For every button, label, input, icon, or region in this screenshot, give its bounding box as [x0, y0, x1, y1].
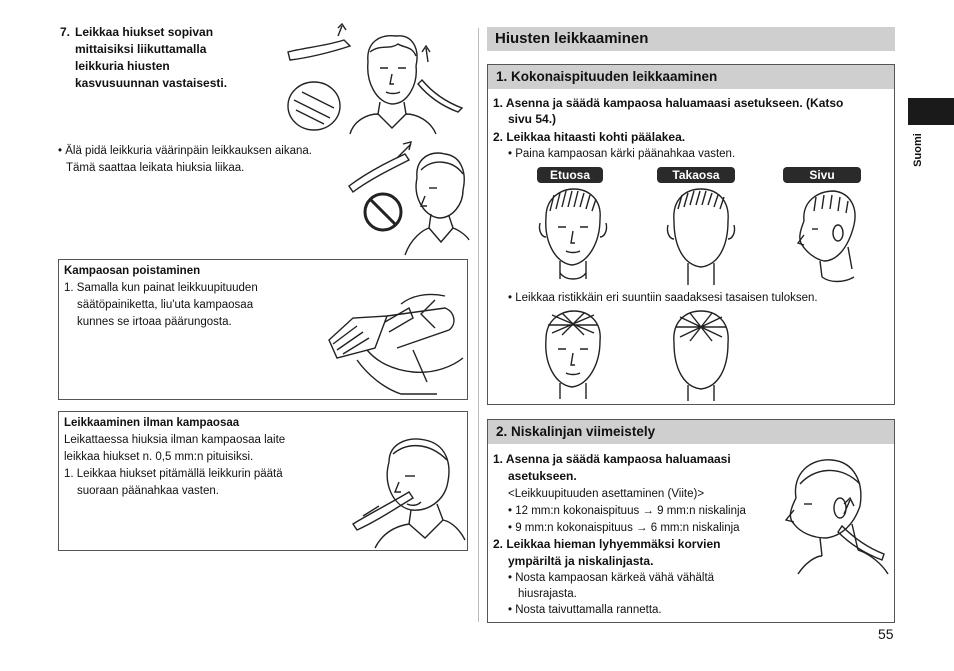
warning-note [58, 143, 312, 177]
step7-line: Leikkaa hiukset sopivan [75, 25, 214, 39]
page-title: Hiusten leikkaaminen [487, 27, 895, 51]
view-label-side: Sivu [783, 167, 861, 183]
step7-line: kasvusuunnan vastaisesti. [75, 76, 228, 90]
side-tab-label-wrap [908, 128, 928, 176]
crosscut-back-illustration [666, 311, 736, 401]
side-tab-marker [908, 98, 954, 125]
step7-line: mittaisiksi liikuttamalla [75, 42, 207, 56]
neckline-illustration [778, 454, 890, 574]
section1-header: 1. Kokonaispituuden leikkaaminen [488, 65, 894, 89]
side-head-illustration [792, 189, 862, 285]
crosscut-note: • Leikkaa ristikkäin eri suuntiin saadaksesi tasaisen tuloksen. [508, 292, 818, 304]
section2-header: 2. Niskalinjan viimeistely [488, 420, 894, 444]
comb-removal-line: 1. Samalla kun painat leikkuupituuden [64, 282, 258, 294]
section1-box [487, 64, 895, 405]
section1-step2-bullet: • Paina kampaosan kärki päänahkaa vasten. [508, 148, 736, 160]
no-comb-box [58, 411, 468, 551]
back-head-illustration [666, 189, 736, 285]
comb-removal-box [58, 259, 468, 400]
no-comb-line: leikkaa hiukset n. 0,5 mm:n pituisiksi. [64, 451, 254, 463]
step7-number: 7. [60, 25, 71, 39]
section2-bullet: hiusrajasta. [518, 588, 577, 600]
section2-step2: 2. Leikkaa hieman lyhyemmäksi korvien [493, 537, 721, 551]
view-label-front: Etuosa [537, 167, 603, 183]
no-comb-illustration [349, 432, 465, 548]
section2-bullet: • Nosta taivuttamalla rannetta. [508, 604, 662, 616]
warning-line: Tämä saattaa leikata hiuksia liikaa. [66, 162, 245, 174]
section2-box [487, 419, 895, 623]
comb-removal-title: Kampaosan poistaminen [64, 265, 201, 277]
step7-line: leikkuria hiusten [75, 59, 170, 73]
no-comb-line: 1. Leikkaa hiukset pitämällä leikkurin päätä [64, 468, 283, 480]
comb-removal-line: säätöpainiketta, liu'uta kampaosaa [77, 299, 254, 311]
section2-bullet: • Nosta kampaosan kärkeä vähä vähältä [508, 572, 715, 584]
section1-step1: 1. Asenna ja säädä kampaosa haluamaasi asetukseen. (Katso [493, 96, 844, 110]
cutting-direction-illustration [280, 22, 470, 134]
section2-step1: asetukseen. [508, 469, 577, 483]
wrong-direction-illustration [345, 140, 470, 255]
section1-step1: sivu 54.) [508, 112, 557, 126]
length-reference: <Leikkuupituuden asettaminen (Viite)> [508, 488, 705, 500]
comb-removal-illustration [317, 278, 465, 396]
side-tab-label: Suomi [912, 133, 924, 167]
bullet: • [58, 145, 63, 157]
warning-line: Älä pidä leikkuria väärinpäin leikkauksen aikana. [65, 145, 312, 157]
view-label-back: Takaosa [657, 167, 735, 183]
no-comb-line: Leikattaessa hiuksia ilman kampaosaa laite [64, 434, 286, 446]
section2-step2: ympäriltä ja niskalinjasta. [508, 554, 654, 568]
length-bullet: • 9 mm:n kokonaispituus → 6 mm:n niskalinja [508, 522, 740, 534]
no-comb-line: suoraan päänahkaa vasten. [77, 485, 219, 497]
step7-text [75, 24, 227, 92]
crosscut-front-illustration [538, 311, 608, 401]
length-bullet: • 12 mm:n kokonaispituus → 9 mm:n niskalinja [508, 505, 746, 517]
column-divider [478, 28, 479, 622]
no-comb-title: Leikkaaminen ilman kampaosaa [64, 417, 240, 429]
page-number: 55 [878, 626, 894, 642]
section2-step1: 1. Asenna ja säädä kampaosa haluamaasi [493, 452, 731, 466]
section1-step2: 2. Leikkaa hitaasti kohti päälakea. [493, 130, 686, 144]
comb-removal-line: kunnes se irtoaa päärungosta. [77, 316, 232, 328]
front-head-illustration [538, 189, 608, 285]
